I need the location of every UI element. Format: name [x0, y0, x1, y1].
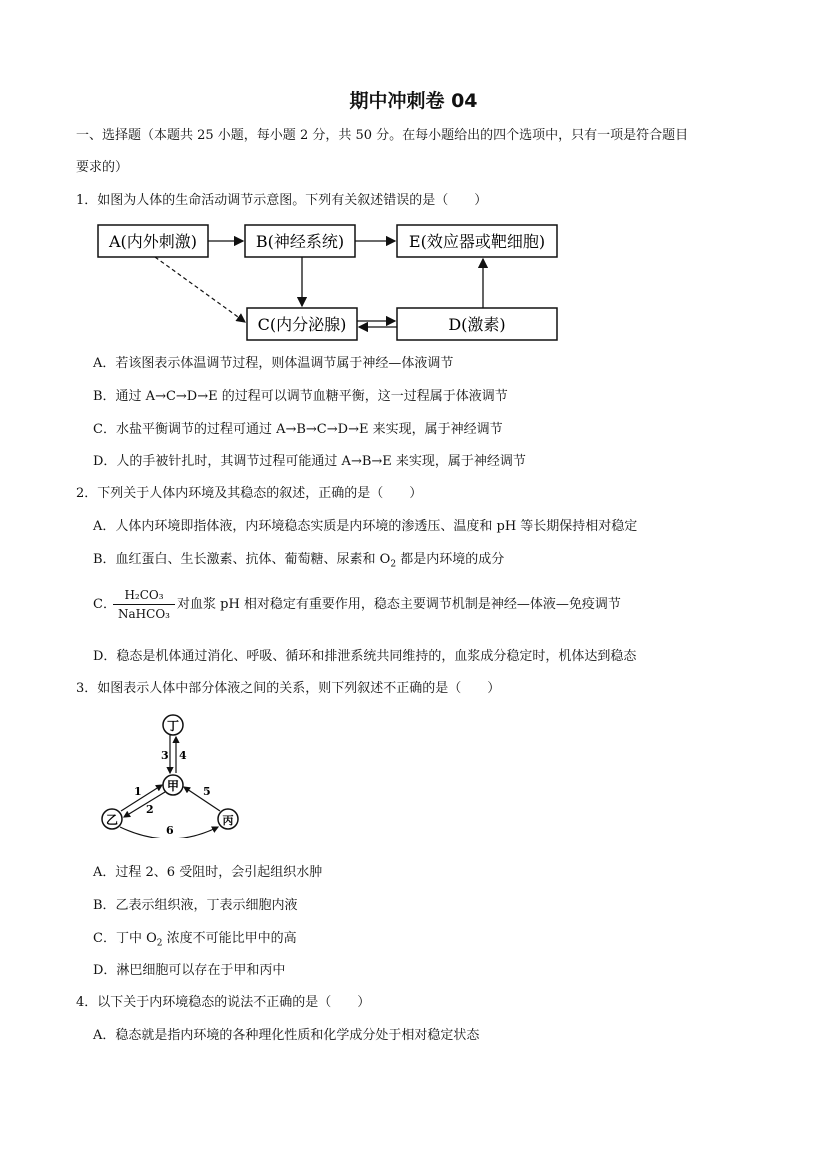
question-3-option-c-subscript: 2 [156, 938, 163, 949]
arrow-a-c-dashed [155, 257, 245, 322]
node-bing-label: 丙 [222, 814, 234, 827]
question-3-stem: 3．如图表示人体中部分体液之间的关系，则下列叙述不正确的是（ ） [76, 681, 501, 696]
question-4-option-a: A．稳态就是指内环境的各种理化性质和化学成分处于相对稳定状态 [93, 1028, 480, 1043]
question-2-option-b [93, 550, 504, 575]
body-fluid-diagram [98, 713, 248, 838]
page-title: 期中冲刺卷 04 [349, 90, 478, 112]
box-b-label: B(神经系统) [255, 232, 345, 251]
arrow-label-4: 4 [179, 749, 187, 762]
question-2-option-c-label: C． [93, 597, 116, 612]
question-1-option-d: D．人的手被针扎时，其调节过程可能通过 A→B→E 来实现，属于神经调节 [93, 454, 526, 469]
section-intro-line-2: 要求的） [76, 160, 129, 175]
box-c-label: C(内分泌腺) [257, 315, 347, 334]
question-3-option-a: A．过程 2、6 受阻时，会引起组织水肿 [93, 865, 323, 880]
question-2-option-b-tail: 都是内环境的成分 [396, 552, 505, 567]
question-3-option-d: D．淋巴细胞可以存在于甲和丙中 [93, 963, 286, 978]
fraction-denominator: NaHCO₃ [118, 607, 170, 621]
node-yi-label: 乙 [105, 813, 119, 827]
question-1-option-c: C．水盐平衡调节的过程可通过 A→B→C→D→E 来实现，属于神经调节 [93, 422, 503, 437]
question-1-option-b: B．通过 A→C→D→E 的过程可以调节血糖平衡，这一过程属于体液调节 [93, 389, 508, 404]
box-a-label: A(内外刺激) [108, 232, 198, 251]
question-3-option-c-tail: 浓度不可能比甲中的高 [162, 931, 297, 946]
fraction-numerator: H₂CO₃ [113, 586, 175, 605]
question-2-option-b-text: B．血红蛋白、生长激素、抗体、葡萄糖、尿素和 O [93, 552, 391, 567]
box-d-label: D(激素) [448, 315, 506, 334]
question-3-option-c-text: C．丁中 O [93, 931, 157, 946]
section-intro-line-1: 一、选择题（本题共 25 小题，每小题 2 分，共 50 分。在每小题给出的四个选项中，只有一项是符合题目 [76, 128, 689, 143]
arrow-label-3: 3 [161, 749, 169, 762]
carbonate-fraction [113, 586, 175, 623]
arrow-label-1: 1 [134, 785, 142, 798]
arrow-label-6: 6 [166, 824, 174, 837]
arrow-label-5: 5 [203, 785, 211, 798]
question-3-option-c [93, 929, 297, 954]
question-4-stem: 4．以下关于内环境稳态的说法不正确的是（ ） [76, 995, 371, 1010]
question-2-option-c-text: 对血浆 pH 相对稳定有重要作用，稳态主要调节机制是神经—体液—免疫调节 [177, 597, 621, 612]
arrow-label-2: 2 [146, 803, 154, 816]
box-e-label: E(效应器或靶细胞) [408, 232, 546, 251]
question-2-option-b-subscript: 2 [390, 559, 397, 570]
node-jia-label: 甲 [166, 779, 180, 793]
arrow-5 [184, 787, 220, 811]
regulation-diagram [95, 222, 565, 347]
question-1-option-a: A．若该图表示体温调节过程，则体温调节属于神经—体液调节 [93, 356, 454, 371]
question-3-option-b: B．乙表示组织液，丁表示细胞内液 [93, 898, 298, 913]
node-ding-label: 丁 [166, 719, 180, 733]
question-2-option-d: D．稳态是机体通过消化、呼吸、循环和排泄系统共同维持的，血浆成分稳定时，机体达到稳态 [93, 649, 637, 664]
question-1-stem: 1．如图为人体的生命活动调节示意图。下列有关叙述错误的是（ ） [76, 193, 488, 208]
question-2-option-a: A．人体内环境即指体液，内环境稳态实质是内环境的渗透压、温度和 pH 等长期保持相对稳定 [93, 519, 638, 534]
question-2-stem: 2．下列关于人体内环境及其稳态的叙述，正确的是（ ） [76, 486, 423, 501]
